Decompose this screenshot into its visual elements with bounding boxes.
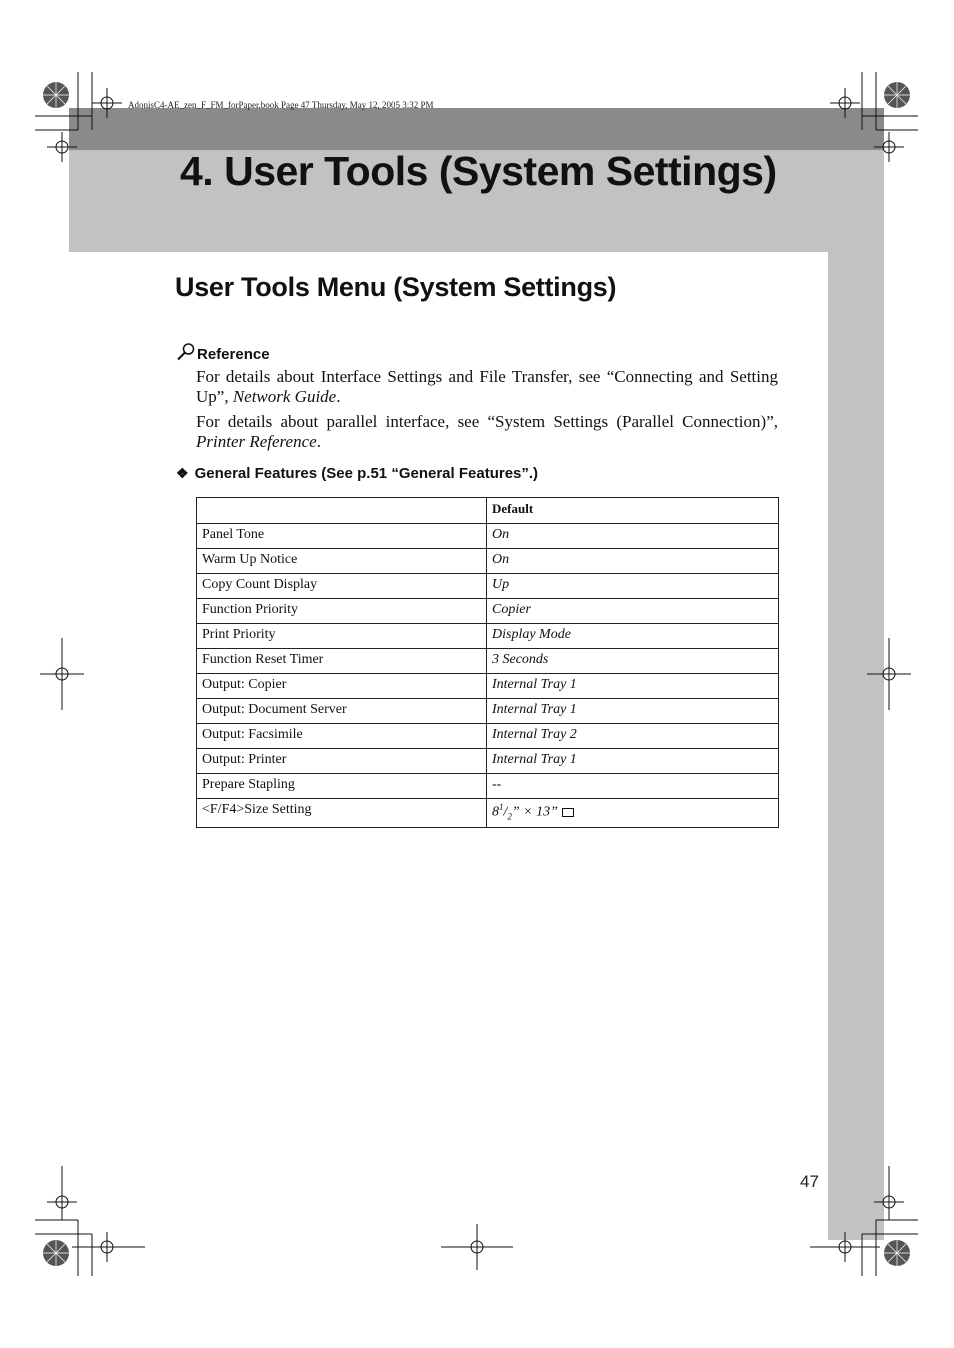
printer-reference-title: Printer Reference <box>196 432 317 451</box>
reference-heading <box>176 342 270 367</box>
print-slug: AdonisC4-AE_zen_F_FM_forPaper.book Page 47 Thursday, May 12, 2005 3:32 PM <box>128 100 434 110</box>
table-row <box>197 649 779 674</box>
setting-default: -- <box>487 774 779 799</box>
setting-default: Internal Tray 1 <box>487 699 779 724</box>
setting-name: Output: Copier <box>197 674 487 699</box>
table-row <box>197 699 779 724</box>
setting-name: Warm Up Notice <box>197 549 487 574</box>
diamond-bullet-icon: ❖ <box>176 465 189 481</box>
table-row <box>197 724 779 749</box>
general-features-label: General Features (See p.51 “General Features”.) <box>194 465 539 482</box>
general-features-table <box>196 497 779 828</box>
table-row <box>197 599 779 624</box>
table-row <box>197 774 779 799</box>
setting-name: Function Priority <box>197 599 487 624</box>
setting-name: Print Priority <box>197 624 487 649</box>
network-guide-title: Network Guide <box>232 387 337 406</box>
magnifier-icon <box>176 342 196 367</box>
setting-default: Internal Tray 1 <box>487 674 779 699</box>
setting-default: Display Mode <box>487 624 779 649</box>
setting-name: Prepare Stapling <box>197 774 487 799</box>
table-body <box>197 524 779 799</box>
setting-name: Output: Facsimile <box>197 724 487 749</box>
chapter-title: 4. User Tools (System Settings) <box>180 148 777 194</box>
table-row <box>197 674 779 699</box>
table-row <box>197 799 779 828</box>
setting-name: Output: Document Server <box>197 699 487 724</box>
reference-paragraph-1: For details about Interface Settings and File Transfer, see “Connecting and Setting Up”, Network Guide. <box>196 367 778 406</box>
setting-default: Internal Tray 2 <box>487 724 779 749</box>
setting-name: Function Reset Timer <box>197 649 487 674</box>
table-row <box>197 524 779 549</box>
table-row <box>197 549 779 574</box>
setting-name: <F/F4>Size Setting <box>197 799 487 828</box>
setting-name: Panel Tone <box>197 524 487 549</box>
setting-name: Output: Printer <box>197 749 487 774</box>
setting-default: Up <box>487 574 779 599</box>
setting-default: 3 Seconds <box>487 649 779 674</box>
general-features-subheading <box>176 465 538 482</box>
table-header-item <box>197 498 487 524</box>
table-row <box>197 624 779 649</box>
setting-default: Internal Tray 1 <box>487 749 779 774</box>
table-row <box>197 574 779 599</box>
setting-default: On <box>487 524 779 549</box>
reference-paragraph-2: For details about parallel interface, see “System Settings (Parallel Connection)”, Printer Reference. <box>196 412 778 451</box>
setting-default: $8^1/_2$” × 13” <box>487 799 779 828</box>
setting-name: Copy Count Display <box>197 574 487 599</box>
section-title: User Tools Menu (System Settings) <box>175 272 617 302</box>
paper-orientation-icon <box>562 808 574 817</box>
setting-default: Copier <box>487 599 779 624</box>
table-row <box>197 749 779 774</box>
reference-label: Reference <box>197 346 270 363</box>
table-header-row <box>197 498 779 524</box>
setting-default: On <box>487 549 779 574</box>
table-header-default: Default <box>487 498 779 524</box>
page-number: 47 <box>800 1172 819 1191</box>
